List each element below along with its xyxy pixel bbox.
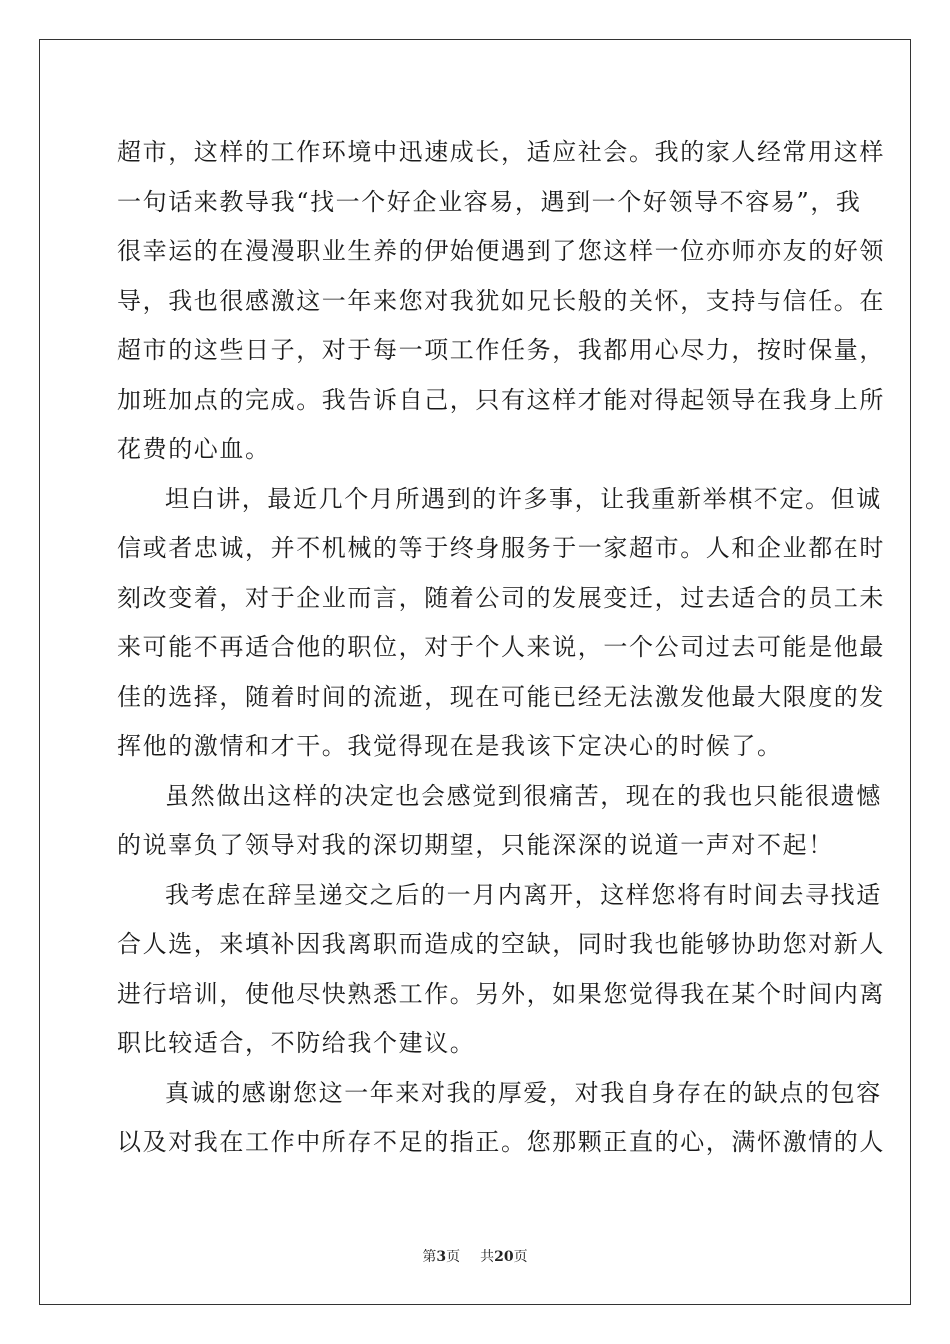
text-line: 来可能不再适合他的职位，对于个人来说，一个公司过去可能是他最 xyxy=(117,633,885,661)
text-line: 佳的选择，随着时间的流逝，现在可能已经无法激发他最大限度的发 xyxy=(117,682,885,711)
text-line: 职比较适合，不防给我个建议。 xyxy=(117,1029,476,1057)
paragraph-first-line: 真诚的感谢您这一年来对我的厚爱，对我自身存在的缺点的包容 xyxy=(165,1078,882,1107)
text-line: 以及对我在工作中所存不足的指正。您那颗正直的心，满怀激情的人 xyxy=(117,1128,885,1156)
document-body xyxy=(117,128,885,1168)
page-suffix: 页 xyxy=(446,1249,461,1265)
page-footer xyxy=(0,1247,950,1267)
paragraph-first-line: 虽然做出这样的决定也会感觉到很痛苦，现在的我也只能很遗憾 xyxy=(165,781,882,810)
text-line: 加班加点的完成。我告诉自己，只有这样才能对得起领导在我身上所 xyxy=(117,385,885,414)
text-line: 很幸运的在漫漫职业生养的伊始便遇到了您这样一位亦师亦友的好领 xyxy=(117,237,885,265)
page-number: 3 xyxy=(436,1249,447,1265)
page-prefix: 第 xyxy=(422,1249,437,1265)
text-line: 挥他的激情和才干。我觉得现在是我该下定决心的时候了。 xyxy=(117,732,783,760)
total-prefix: 共 xyxy=(480,1249,495,1265)
text-line: 合人选，来填补因我离职而造成的空缺，同时我也能够协助您对新人 xyxy=(117,930,885,958)
text-line: 导，我也很感激这一年来您对我犹如兄长般的关怀，支持与信任。在 xyxy=(117,286,885,315)
text-line: 超市的这些日子，对于每一项工作任务，我都用心尽力，按时保量， xyxy=(117,336,885,364)
total-pages: 20 xyxy=(494,1249,514,1265)
paragraph-first-line: 坦白讲，最近几个月所遇到的许多事，让我重新举棋不定。但诚 xyxy=(165,484,882,513)
text-line: 花费的心血。 xyxy=(117,435,271,463)
text-line: 超市，这样的工作环境中迅速成长，适应社会。我的家人经常用这样 xyxy=(117,138,885,166)
text-line: 的说辜负了领导对我的深切期望，只能深深的说道一声对不起！ xyxy=(117,831,834,859)
total-suffix: 页 xyxy=(513,1249,528,1265)
text-line: 一句话来教导我“找一个好企业容易，遇到一个好领导不容易”，我 xyxy=(117,187,862,216)
text-line: 进行培训，使他尽快熟悉工作。另外，如果您觉得我在某个时间内离 xyxy=(117,979,885,1008)
text-line: 信或者忠诚，并不机械的等于终身服务于一家超市。人和企业都在时 xyxy=(117,534,885,562)
paragraph-first-line: 我考虑在辞呈递交之后的一月内离开，这样您将有时间去寻找适 xyxy=(165,880,882,909)
text-line: 刻改变着，对于企业而言，随着公司的发展变迁，过去适合的员工未 xyxy=(117,583,885,612)
